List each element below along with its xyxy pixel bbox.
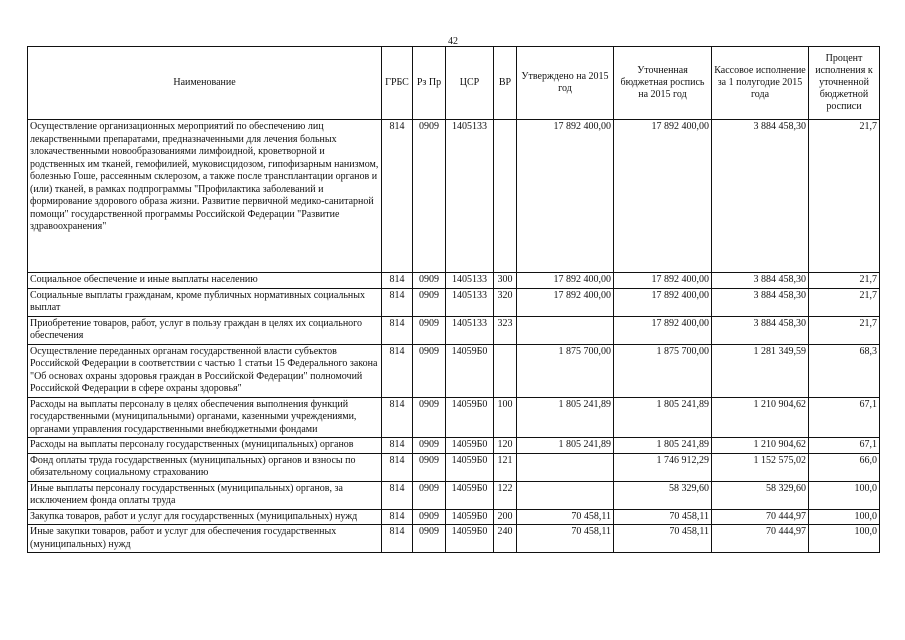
row-cash: 1 152 575,02 [712,453,809,481]
row-vr: 323 [494,316,517,344]
row-csr: 1405133 [446,273,494,289]
row-cash: 1 210 904,62 [712,397,809,438]
row-csr: 1405133 [446,316,494,344]
page-number: 42 [448,36,458,47]
row-grbs: 814 [382,481,413,509]
row-cash: 1 210 904,62 [712,438,809,454]
row-percent: 100,0 [809,509,880,525]
table-row [28,316,880,344]
table-row [28,120,880,273]
header-row [28,47,880,120]
row-csr: 14059Б0 [446,525,494,553]
row-approved [517,453,614,481]
row-vr: 120 [494,438,517,454]
row-grbs: 814 [382,397,413,438]
row-percent: 21,7 [809,288,880,316]
table-row [28,438,880,454]
row-percent: 68,3 [809,344,880,397]
table-row [28,273,880,289]
header-refined: Уточненная бюджетная роспись на 2015 год [614,47,712,120]
row-vr: 320 [494,288,517,316]
row-name: Приобретение товаров, работ, услуг в пользу граждан в целях их социального обеспечения [28,316,382,344]
row-csr: 1405133 [446,288,494,316]
row-csr: 14059Б0 [446,509,494,525]
row-csr: 14059Б0 [446,481,494,509]
row-vr: 240 [494,525,517,553]
row-refined: 1 805 241,89 [614,397,712,438]
row-csr: 14059Б0 [446,344,494,397]
row-rzpr: 0909 [413,509,446,525]
header-percent: Процент исполнения к уточненной бюджетной росписи [809,47,880,120]
row-cash: 3 884 458,30 [712,120,809,273]
row-percent: 66,0 [809,453,880,481]
row-refined: 1 875 700,00 [614,344,712,397]
row-refined: 58 329,60 [614,481,712,509]
budget-table [27,46,880,553]
row-percent: 67,1 [809,397,880,438]
row-approved [517,316,614,344]
table-row [28,481,880,509]
row-cash: 3 884 458,30 [712,316,809,344]
row-name: Расходы на выплаты персоналу в целях обеспечения выполнения функций государственными (муниципальными) органами, казенными учреждениями, органами управления государственными внебюджетными фондами [28,397,382,438]
row-name: Иные выплаты персоналу государственных (муниципальных) органов, за исключением фонда оплаты труда [28,481,382,509]
row-refined: 1 746 912,29 [614,453,712,481]
row-approved: 1 805 241,89 [517,438,614,454]
row-vr [494,120,517,273]
row-grbs: 814 [382,316,413,344]
row-name: Фонд оплаты труда государственных (муниципальных) органов и взносы по обязательному социальному страхованию [28,453,382,481]
row-percent: 21,7 [809,273,880,289]
row-name: Социальное обеспечение и иные выплаты населению [28,273,382,289]
row-vr: 121 [494,453,517,481]
row-rzpr: 0909 [413,316,446,344]
row-refined: 1 805 241,89 [614,438,712,454]
row-grbs: 814 [382,509,413,525]
row-approved: 17 892 400,00 [517,288,614,316]
row-grbs: 814 [382,453,413,481]
row-cash: 3 884 458,30 [712,273,809,289]
row-refined: 17 892 400,00 [614,120,712,273]
row-name: Иные закупки товаров, работ и услуг для обеспечения государственных (муниципальных) нужд [28,525,382,553]
row-rzpr: 0909 [413,525,446,553]
row-vr: 200 [494,509,517,525]
row-csr: 14059Б0 [446,453,494,481]
row-vr: 300 [494,273,517,289]
row-name: Социальные выплаты гражданам, кроме публичных нормативных социальных выплат [28,288,382,316]
row-vr: 122 [494,481,517,509]
row-rzpr: 0909 [413,481,446,509]
row-cash: 1 281 349,59 [712,344,809,397]
row-grbs: 814 [382,273,413,289]
row-percent: 100,0 [809,525,880,553]
row-csr: 14059Б0 [446,438,494,454]
row-refined: 17 892 400,00 [614,288,712,316]
row-approved: 70 458,11 [517,509,614,525]
row-approved [517,481,614,509]
row-approved: 17 892 400,00 [517,273,614,289]
row-approved: 17 892 400,00 [517,120,614,273]
row-approved: 1 875 700,00 [517,344,614,397]
row-rzpr: 0909 [413,438,446,454]
row-cash: 3 884 458,30 [712,288,809,316]
header-name: Наименование [28,47,382,120]
row-rzpr: 0909 [413,453,446,481]
row-refined: 17 892 400,00 [614,316,712,344]
table-row [28,288,880,316]
row-csr: 1405133 [446,120,494,273]
row-vr [494,344,517,397]
header-cash: Кассовое исполнение за 1 полугодие 2015 года [712,47,809,120]
row-refined: 70 458,11 [614,509,712,525]
row-approved: 1 805 241,89 [517,397,614,438]
row-grbs: 814 [382,288,413,316]
header-grbs: ГРБС [382,47,413,120]
row-rzpr: 0909 [413,397,446,438]
row-grbs: 814 [382,525,413,553]
row-refined: 17 892 400,00 [614,273,712,289]
row-percent: 21,7 [809,120,880,273]
table-row [28,453,880,481]
table-row [28,525,880,553]
row-grbs: 814 [382,438,413,454]
row-rzpr: 0909 [413,344,446,397]
row-name: Закупка товаров, работ и услуг для государственных (муниципальных) нужд [28,509,382,525]
row-rzpr: 0909 [413,120,446,273]
row-grbs: 814 [382,344,413,397]
header-vr: ВР [494,47,517,120]
row-rzpr: 0909 [413,288,446,316]
row-name: Осуществление организационных мероприятий по обеспечению лиц лекарственными препаратами, предназначенными для лечения больных злокачественными новообразованиями лимфоидной, кроветворной и родственных им тканей, гемофилией, муковисцидозом, гипофизарным нанизмом, болезнью Гоше, рассеянным склерозом, а также после трансплантации органов и (или) тканей, в рамках подпрограммы "Профилактика заболеваний и формирование здорового образа жизни. Развитие первичной медико-санитарной помощи" государственной программы Российской Федерации "Развитие здравоохранения" [28,120,382,273]
row-vr: 100 [494,397,517,438]
header-csr: ЦСР [446,47,494,120]
row-cash: 58 329,60 [712,481,809,509]
row-percent: 100,0 [809,481,880,509]
table-row [28,509,880,525]
table-row [28,397,880,438]
row-approved: 70 458,11 [517,525,614,553]
row-cash: 70 444,97 [712,509,809,525]
row-cash: 70 444,97 [712,525,809,553]
row-csr: 14059Б0 [446,397,494,438]
row-name: Расходы на выплаты персоналу государственных (муниципальных) органов [28,438,382,454]
table-row [28,344,880,397]
row-name: Осуществление переданных органам государственной власти субъектов Российской Федерации в соответствии с частью 1 статьи 15 Федерального закона "Об основах охраны здоровья граждан в Российской Федерации" полномочий Российской Федерации в сфере охраны здоровья" [28,344,382,397]
row-rzpr: 0909 [413,273,446,289]
header-rzpr: Рз Пр [413,47,446,120]
row-refined: 70 458,11 [614,525,712,553]
header-approved: Утверждено на 2015 год [517,47,614,120]
row-grbs: 814 [382,120,413,273]
row-percent: 67,1 [809,438,880,454]
row-percent: 21,7 [809,316,880,344]
